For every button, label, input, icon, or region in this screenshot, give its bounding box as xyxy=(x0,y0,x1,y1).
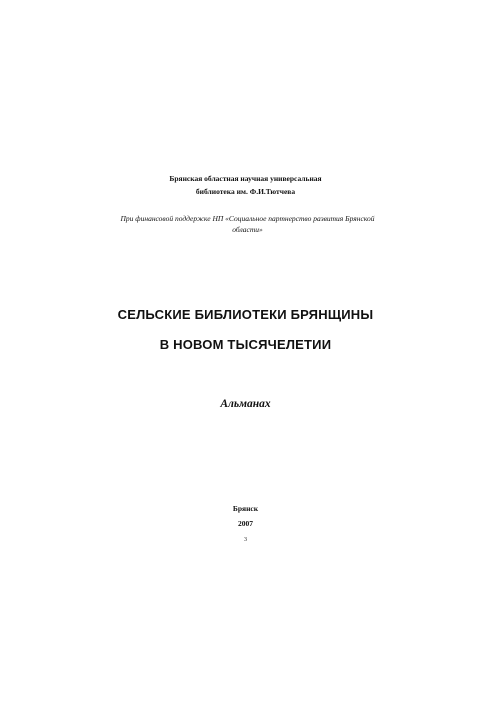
genre-label: Альманах xyxy=(220,398,271,410)
institution-line-2: библиотека им. Ф.И.Тютчева xyxy=(195,187,296,196)
support-line-2: области» xyxy=(232,225,263,234)
institution-name xyxy=(0,172,491,198)
support-statement xyxy=(110,213,385,235)
support-line-1: При финансовой поддержке НП «Социальное партнерство развития Брянской xyxy=(120,214,375,223)
book-title-line-2: В НОВОМ ТЫСЯЧЕЛЕТИИ xyxy=(159,337,332,352)
book-title-line-1: СЕЛЬСКИЕ БИБЛИОТЕКИ БРЯНЩИНЫ xyxy=(117,307,374,322)
imprint-city: Брянск xyxy=(232,504,259,513)
imprint-year: 2007 xyxy=(238,519,253,528)
institution-line-1: Брянская областная научная универсальная xyxy=(169,174,322,183)
page-number: 3 xyxy=(244,537,247,543)
